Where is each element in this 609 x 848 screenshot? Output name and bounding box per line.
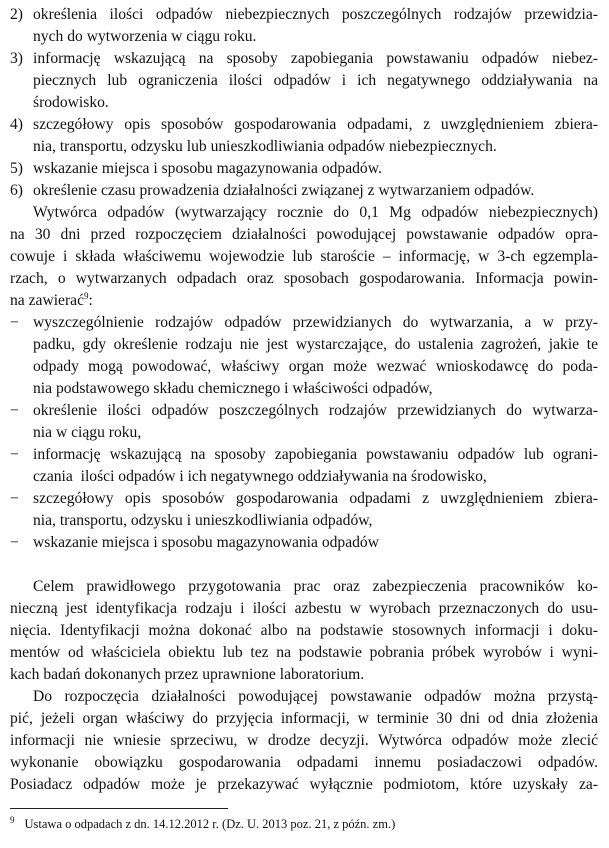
blank-line (10, 554, 598, 576)
list-item (10, 4, 598, 48)
dash-list-item: − wyszczególnienie rodzajów odpadów przewidzianych do wytwarzania, a w przy- padku, gdy określenie rodzaju nie jest wystarczające, do ustalenia zagrożeń, jakie te odpady mogą powodować, właściwy organ może wezwać wnioskodawcę do poda- nia podstawowego składu chemicznego i właściwości odpadów, (10, 314, 598, 397)
dash-list-item: − szczegółowy opis sposobów gospodarowania odpadami z uwzględnieniem zbiera- nia, transportu, odzysku i unieszkodliwiania odpadów, (10, 490, 598, 529)
dash-list-item: − określenie ilości odpadów poszczególnych rodzajów przewidzianych do wytwarza- nia w ciągu roku, (10, 402, 598, 441)
list-number: 6) (10, 182, 23, 199)
list-line: 4) szczegółowy opis sposobów gospodarowania odpadami, z uwzględnieniem zbiera- (10, 114, 598, 136)
footnote-ref[interactable]: 9 (84, 290, 89, 301)
footnote (10, 816, 395, 832)
paragraph-asbestos: Celem prawidłowego przygotowania prac oraz zabezpieczenia pracowników ko- nieczną jest identyfikacja rodzaju i ilości azbestu w wyrobach przeznaczonych do usu- nięcia. Identyfikacji można dokonać albo na podstawie stosownych informacji i doku- mentów od właściciela obiektu lub tez na podstawie pobrania próbek wyrobów i wyni- kach badań dokonanych przez uprawnione laboratorium. (10, 578, 598, 683)
dash-list-item: − informację wskazującą na sposoby zapobiegania powstawaniu odpadów lub ograni- czania ilości odpadów i ich negatywnego oddziaływania na środowisko, (10, 446, 598, 485)
list-item (10, 48, 598, 114)
dash-marker: − (10, 490, 19, 507)
dash-marker: − (10, 402, 19, 419)
list-item (10, 180, 598, 202)
dash-marker: − (10, 314, 19, 331)
paragraph-producer-info: Wytwórca odpadów (wytwarzający rocznie do 0,1 Mg odpadów niebezpiecznych) na 30 dni przed rozpoczęciem działalności powodującej powstawanie odpadów opra- cowuje i składa właściwemu wojewodzie lub staroście – informację, w 3-ch egzempla- rzach, o wytwarzanych odpadach oraz sposobach gospodarowania. Informacja powin- na zawierać$^9$: (10, 204, 598, 309)
paragraph-start-activity: Do rozpoczęcia działalności powodującej powstawanie odpadów można przystą- pić, jeżeli organ właściwy do przyjęcia informacji, w terminie 30 dni od dnia złożenia informacji nie wniesie sprzeciwu, w drodze decyzji. Wytwórca odpadów może zlecić wykonanie obowiązku gospodarowania odpadami innemu posiadaczowi odpadów. Posiadacz odpadów może je przekazywać wyłącznie podmiotom, które uzyskały za- (10, 688, 598, 793)
numbered-list (10, 4, 598, 202)
footnote-text: Ustawa o odpadach z dn. 14.12.2012 r. (Dz. U. 2013 poz. 21, z późn. zm.) (24, 817, 396, 831)
list-line: nych do wytworzenia w ciągu roku. (33, 28, 257, 45)
list-line: 6) określenie czasu prowadzenia działalności związanej z wytwarzaniem odpadów. (10, 180, 598, 202)
footnote-number: 9 (10, 814, 15, 825)
list-number: 3) (10, 50, 23, 67)
footnote-separator (10, 808, 228, 809)
list-line: nia, transportu, odzysku lub unieszkodliwiania odpadów niebezpiecznych. (33, 138, 497, 155)
list-item (10, 114, 598, 158)
document-page (10, 4, 598, 796)
list-item (10, 158, 598, 180)
list-line: piecznych lub ograniczenia ilości odpadów i ich negatywnego oddziaływania na (33, 72, 598, 89)
dash-marker: − (10, 534, 19, 551)
list-line: 3) informację wskazującą na sposoby zapobiegania powstawaniu odpadów niebez- (10, 48, 598, 70)
list-line: 5) wskazanie miejsca i sposobu magazynowania odpadów. (10, 158, 598, 180)
list-number: 2) (10, 6, 23, 23)
list-number: 5) (10, 160, 23, 177)
dash-marker: − (10, 446, 19, 463)
list-number: 4) (10, 116, 23, 133)
list-line: środowisko. (33, 94, 109, 111)
dash-list (10, 312, 598, 554)
dash-list-item: − wskazanie miejsca i sposobu magazynowania odpadów (10, 532, 598, 554)
list-line: 2) określenia ilości odpadów niebezpiecznych poszczególnych rodzajów przewidzia- (10, 4, 598, 26)
